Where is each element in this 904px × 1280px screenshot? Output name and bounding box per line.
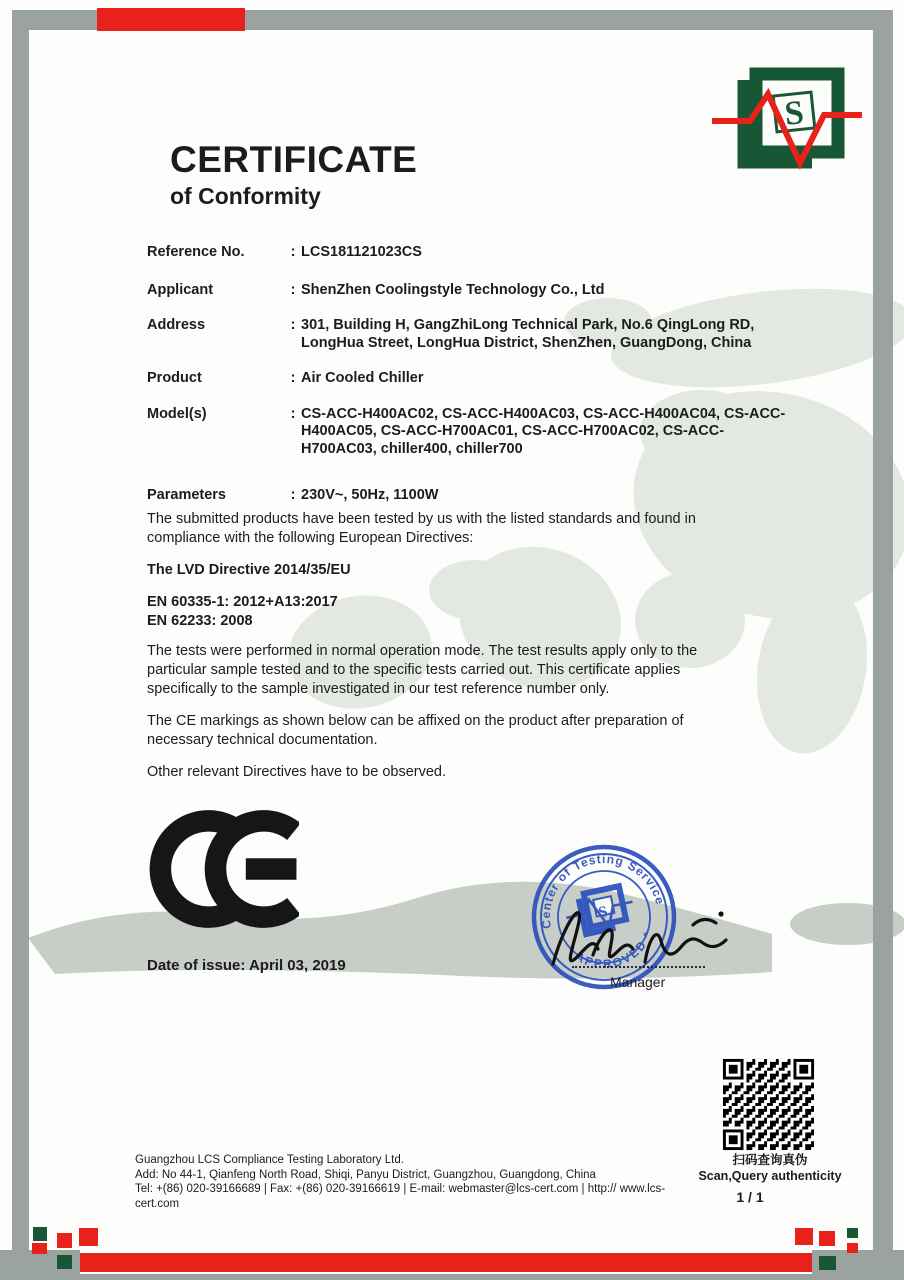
deco-square — [795, 1228, 813, 1245]
date-of-issue: Date of issue: April 03, 2019 — [147, 957, 346, 974]
issuer-contact: Tel: +(86) 020-39166689 | Fax: +(86) 020-39166619 | E-mail: webmaster@lcs-cert.com | http:// www.lcs-cert.com — [135, 1183, 666, 1210]
field-label: Reference No. — [147, 244, 245, 260]
certificate-fields — [147, 244, 795, 505]
standard-line: EN 60335-1: 2012+A13:2017 — [147, 594, 338, 610]
deco-square — [33, 1227, 47, 1241]
field-address: Address : 301, Building H, GangZhiLong Technical Park, No.6 QingLong RD, LongHua Street, LongHua District, ShenZhen, GuangDong, China — [147, 317, 795, 352]
issuer-address: Add: No 44-1, Qianfeng North Road, Shiqi, Panyu District, Guangzhou, Guangdong, China — [135, 1168, 596, 1181]
field-value: LCS181121023CS — [301, 244, 422, 260]
signature-line — [572, 966, 705, 968]
field-applicant: Applicant : ShenZhen Coolingstyle Technology Co., Ltd — [147, 282, 795, 300]
directive-line: The LVD Directive 2014/35/EU — [147, 562, 351, 578]
frame-bottom-red-band — [80, 1253, 812, 1272]
deco-square — [57, 1233, 72, 1248]
deco-square — [847, 1228, 858, 1238]
field-label: Address — [147, 317, 206, 333]
qr-code — [719, 1056, 818, 1153]
frame-bottom — [0, 1274, 904, 1280]
field-label: Parameters — [147, 487, 226, 503]
frame-left — [12, 10, 29, 1280]
field-label: Model(s) — [147, 405, 207, 422]
signature — [543, 892, 733, 987]
issuer-info — [135, 1153, 695, 1211]
lcs-logo-icon — [712, 66, 862, 174]
standard-line: EN 62233: 2008 — [147, 613, 253, 629]
certificate-body — [147, 510, 741, 795]
page-number: 1 / 1 — [736, 1189, 764, 1205]
certificate-subtitle: of Conformity — [170, 183, 321, 209]
qr-caption-english: Scan,Query authenticity — [698, 1169, 842, 1183]
svg-text:S: S — [782, 94, 806, 133]
ce-mark — [147, 810, 299, 928]
standards-list — [147, 593, 741, 631]
frame-right — [873, 10, 893, 1280]
intro-paragraph: The submitted products have been tested by us with the listed standards and found in compliance with the following European Directives: — [147, 511, 696, 546]
deco-square — [819, 1256, 836, 1270]
stamp-bottom-text: * APPROVED * — [563, 928, 656, 972]
certificate-title: CERTIFICATE — [170, 139, 418, 180]
field-label: Applicant — [147, 281, 214, 298]
field-product: Product : Air Cooled Chiller — [147, 370, 795, 388]
field-label: Product — [147, 370, 202, 386]
field-value: CS-ACC-H400AC02, CS-ACC-H400AC03, CS-ACC-H400AC04, CS-ACC-H400AC05, CS-ACC-H700AC01, CS-ACC-H700AC02, CS-ACC-H700AC03, chiller400, chiller700 — [301, 405, 786, 457]
issuer-company: Guangzhou LCS Compliance Testing Laboratory Ltd. — [135, 1154, 404, 1166]
field-value: ShenZhen Coolingstyle Technology Co., Ltd — [301, 281, 605, 298]
stamp-top-text: Center of Testing Service — [538, 851, 668, 930]
qr-caption-chinese: 扫码查询真伪 — [732, 1153, 808, 1167]
field-value: 301, Building H, GangZhiLong Technical Park, No.6 QingLong RD, LongHua Street, LongHua District, ShenZhen, GuangDong, China — [301, 317, 755, 351]
svg-text:S: S — [596, 903, 610, 922]
deco-square — [57, 1255, 72, 1269]
deco-square — [79, 1228, 98, 1246]
field-parameters: Parameters : 230V~, 50Hz, 1100W — [147, 487, 795, 505]
frame-top-red-accent — [97, 8, 245, 31]
deco-square — [847, 1243, 858, 1253]
deco-square — [32, 1243, 47, 1254]
field-models: Model(s) : CS-ACC-H400AC02, CS-ACC-H400AC03, CS-ACC-H400AC04, CS-ACC-H400AC05, CS-ACC-H700AC01, CS-ACC-H700AC02, CS-ACC-H700AC03, chiller400, chiller700 — [147, 406, 795, 459]
ce-note-paragraph: The CE markings as shown below can be affixed on the product after preparation of necessary technical documentation. — [147, 713, 684, 748]
field-value: 230V~, 50Hz, 1100W — [301, 487, 439, 503]
field-reference-no: Reference No. : LCS181121023CS — [147, 244, 795, 262]
tests-note-paragraph: The tests were performed in normal operation mode. The test results apply only to the particular sample tested and to the specific tests carried out. This certificate applies specifically to the sample investigated in our test reference number only. — [147, 643, 698, 697]
signer-title: Manager — [610, 974, 666, 990]
other-note-paragraph: Other relevant Directives have to be observed. — [147, 764, 447, 780]
deco-square — [819, 1231, 835, 1246]
field-value: Air Cooled Chiller — [301, 370, 424, 386]
